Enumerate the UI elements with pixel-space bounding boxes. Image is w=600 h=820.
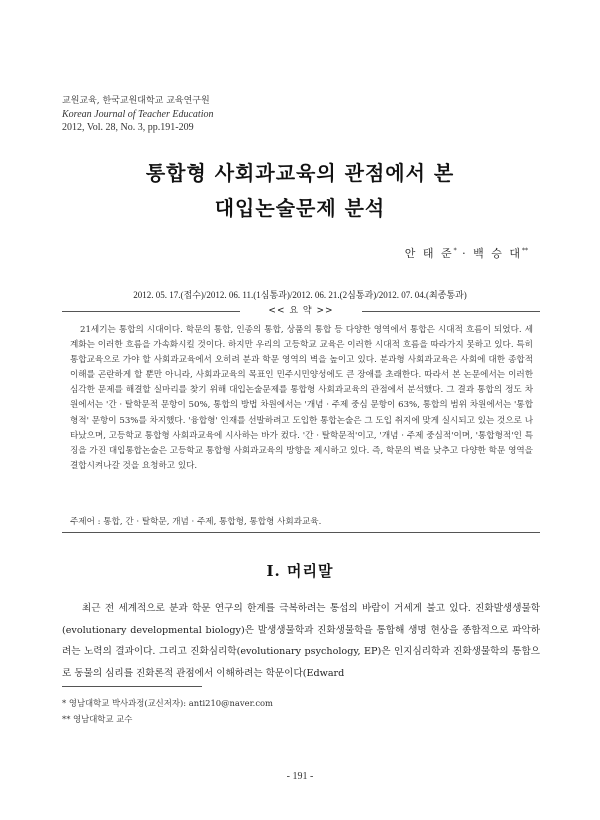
authors — [405, 245, 528, 261]
author-separator: · — [462, 247, 468, 260]
journal-name-english: Korean Journal of Teacher Education — [62, 109, 214, 120]
author-2-mark: ** — [522, 247, 528, 255]
abstract-text: 21세기는 통합의 시대이다. 학문의 통합, 인종의 통합, 상품의 통합 등 다양한 영역에서 통합은 시대적 흐름이 되었다. 세계화는 이러한 흐름을 가속화시킬 것이다. 하지만 우리의 고등학교 교육은 이러한 시대적 흐름을 따라가지 못하고 있다. 특히 통합교육으로 가야 할 사회과교육에서 오히려 분과 학문 영역의 벽을 높이고 있다. 분과형 사회과교육은 사회에 대한 종합적 이해를 곤란하게 할 뿐만 아니라, 사회과교육의 목표인 민주시민양성에도 큰 장애를 초래한다. 따라서 본 논문에서는 이러한 심각한 문제를 해결할 실마리를 찾기 위해 대입논술문제를 통합형 사회과교육의 관점에서 분석했다. 그 결과 통합의 정도 차원에서는 '간 · 탈학문적 문항이 50%, 통합의 방법 차원에서는 '개념 · 주제 중심 문항이 63%, 통합의 범위 차원에서는 '통합형적' 문항이 53%를 차지했다. '융합형' 인재를 선발하려고 도입한 통합논술은 그 도입 취지에 맞게 실시되고 있는 것으로 나타났으며, 고등학교 통합형 사회과교육에 시사하는 바가 컸다. '간 · 탈학문적'이고, '개념 · 주제 중심적'이며, '통합형적'인 특징을 가진 대입통합논술은 고등학교 통합형 사회과교육의 방향을 제시하고 있다. 즉, 학문의 벽을 낮추고 다양한 학문 영역을 결합시켜나갈 것을 요청하고 있다. — [70, 325, 533, 471]
journal-volume: 2012, Vol. 28, No. 3, pp.191-209 — [62, 122, 194, 133]
keywords: 주제어 : 통합, 간 · 탈학문, 개념 · 주제, 통합형, 통합형 사회과교육. — [70, 517, 322, 527]
page-number: - 191 - — [286, 771, 314, 782]
abstract-bottom-rule — [62, 532, 540, 533]
abstract-heading — [62, 304, 540, 318]
paper-title-line-1: 통합형 사회과교육의 관점에서 본 — [145, 161, 455, 185]
abstract-rule-right — [362, 311, 540, 312]
author-1-mark: * — [453, 247, 457, 255]
journal-info — [62, 95, 213, 134]
footnote-1: * 영남대학교 박사과정(교신저자): anti210@naver.com — [62, 698, 273, 708]
journal-name-korean: 교원교육, 한국교원대학교 교육연구원 — [62, 96, 210, 106]
section-body-text: 최근 전 세계적으로 분과 학문 연구의 한계를 극복하려는 통섭의 바람이 거세게 불고 있다. 진화발생생물학(evolutionary developmental biology)은 발생생물학과 진화생물학을 통합해 생명 현상을 종합적으로 파악하려는 노력의 결과이다. 그리고 진화심리학(evolutionary psychology, EP)은 인지심리학과 진화생물학의 통합으로 동물의 심리를 진화론적 관점에서 이해하려는 학문이다(Edward — [62, 603, 540, 679]
section-title: Ⅰ. 머리말 — [266, 562, 334, 580]
author-1: 안 태 준 — [404, 247, 454, 260]
author-2: 백 승 대 — [473, 247, 522, 260]
submission-dates: 2012. 05. 17.(접수)/2012. 06. 11.(1심통과)/2012. 06. 21.(2심통과)/2012. 07. 04.(최종통과) — [133, 290, 467, 300]
paper-title-line-2: 대입논술문제 분석 — [214, 196, 386, 220]
abstract-heading-label: << 요 약 >> — [268, 306, 334, 316]
footnote-2: ** 영남대학교 교수 — [62, 714, 133, 724]
footnote-rule — [62, 686, 202, 687]
